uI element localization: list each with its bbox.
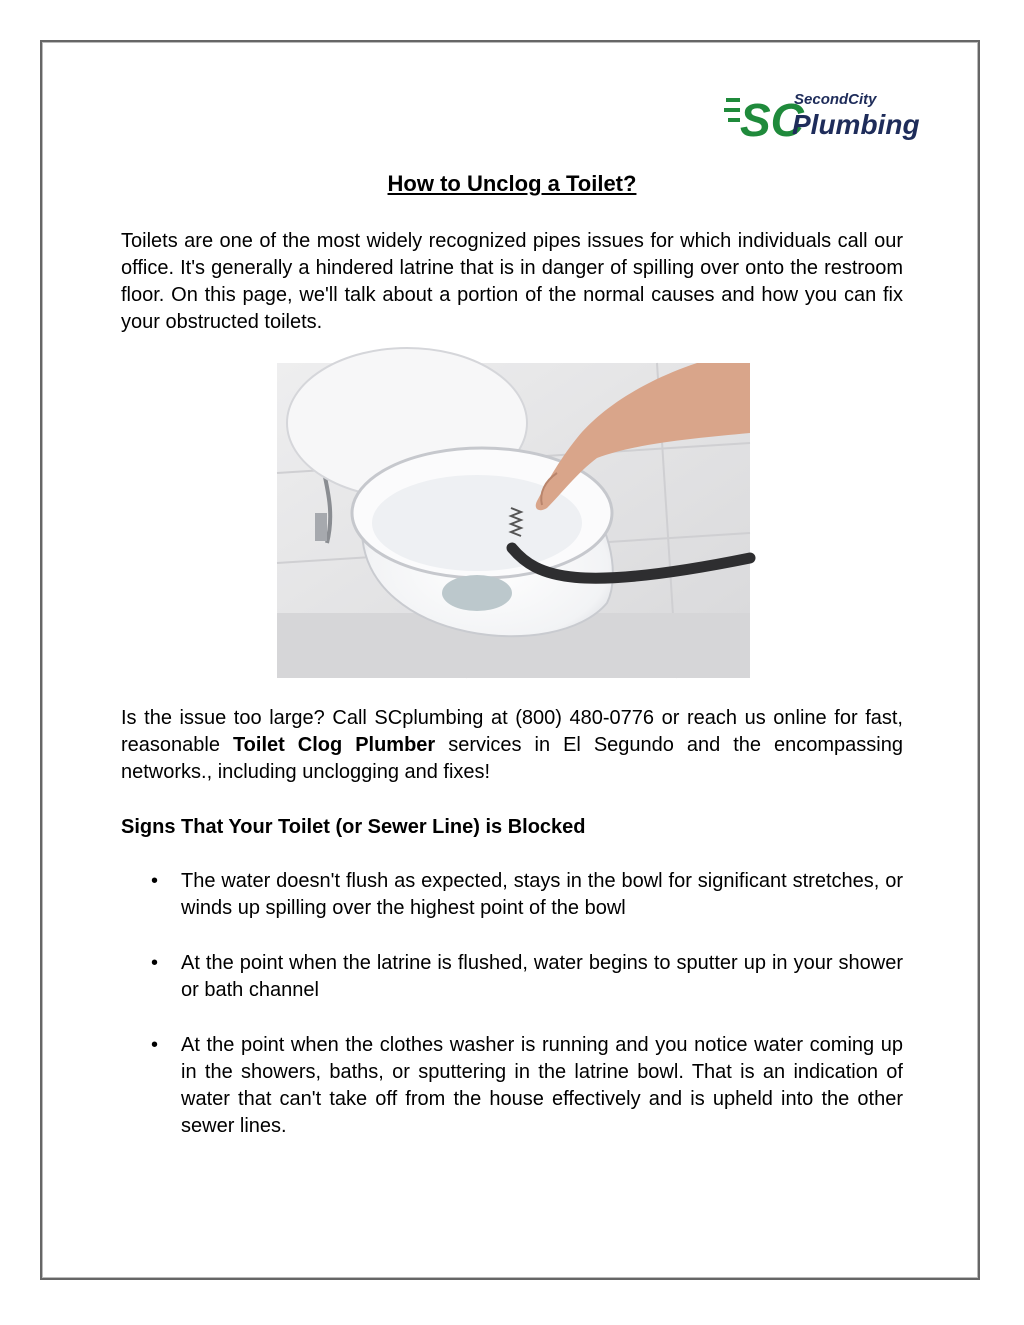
bullet-icon: • xyxy=(151,952,159,974)
list-item-text: At the point when the clothes washer is running and you notice water coming up in the showers, baths, or sputtering in the latrine bowl. That is an indication of water that can't take off from the house effectively and is upheld into the other sewer lines. xyxy=(181,1034,903,1137)
list-item-text: At the point when the latrine is flushed, water begins to sputter up in your shower or bath channel xyxy=(181,952,903,1001)
list-item xyxy=(146,950,903,1004)
list-item xyxy=(146,868,903,922)
list-item xyxy=(146,1032,903,1140)
signs-heading: Signs That Your Toilet (or Sewer Line) is Blocked xyxy=(121,816,586,838)
secondcity-plumbing-logo xyxy=(724,84,920,154)
toilet-with-plumbing-snake-photo xyxy=(277,363,750,678)
list-item-text: The water doesn't flush as expected, stays in the bowl for significant stretches, or winds up spilling over the highest point of the bowl xyxy=(181,870,903,919)
signs-list xyxy=(146,868,903,1168)
bullet-icon: • xyxy=(151,870,159,892)
bullet-icon: • xyxy=(151,1034,159,1056)
speed-lines-icon xyxy=(724,98,740,122)
cta-text-after: services in El Segundo and the encompassing networks., including unclogging and fixes! xyxy=(121,734,903,783)
logo-mark: SC xyxy=(740,94,804,146)
logo-top-line: SecondCity xyxy=(794,91,877,108)
intro-paragraph: Toilets are one of the most widely recognized pipes issues for which individuals call our office. It's generally a hindered latrine that is in danger of spilling over onto the restroom floor. On this page, we'll talk about a portion of the normal causes and how you can fix your obstructed toilets. xyxy=(121,230,903,333)
cta-text-before: Is the issue too large? Call SCplumbing at (800) 480-0776 or reach us online for fast, reasonable xyxy=(121,707,903,756)
cta-service-name: Toilet Clog Plumber xyxy=(232,734,436,756)
page-title: How to Unclog a Toilet? xyxy=(387,171,637,196)
call-to-action-paragraph xyxy=(121,705,903,786)
logo-bottom-line: Plumbing xyxy=(792,109,920,140)
